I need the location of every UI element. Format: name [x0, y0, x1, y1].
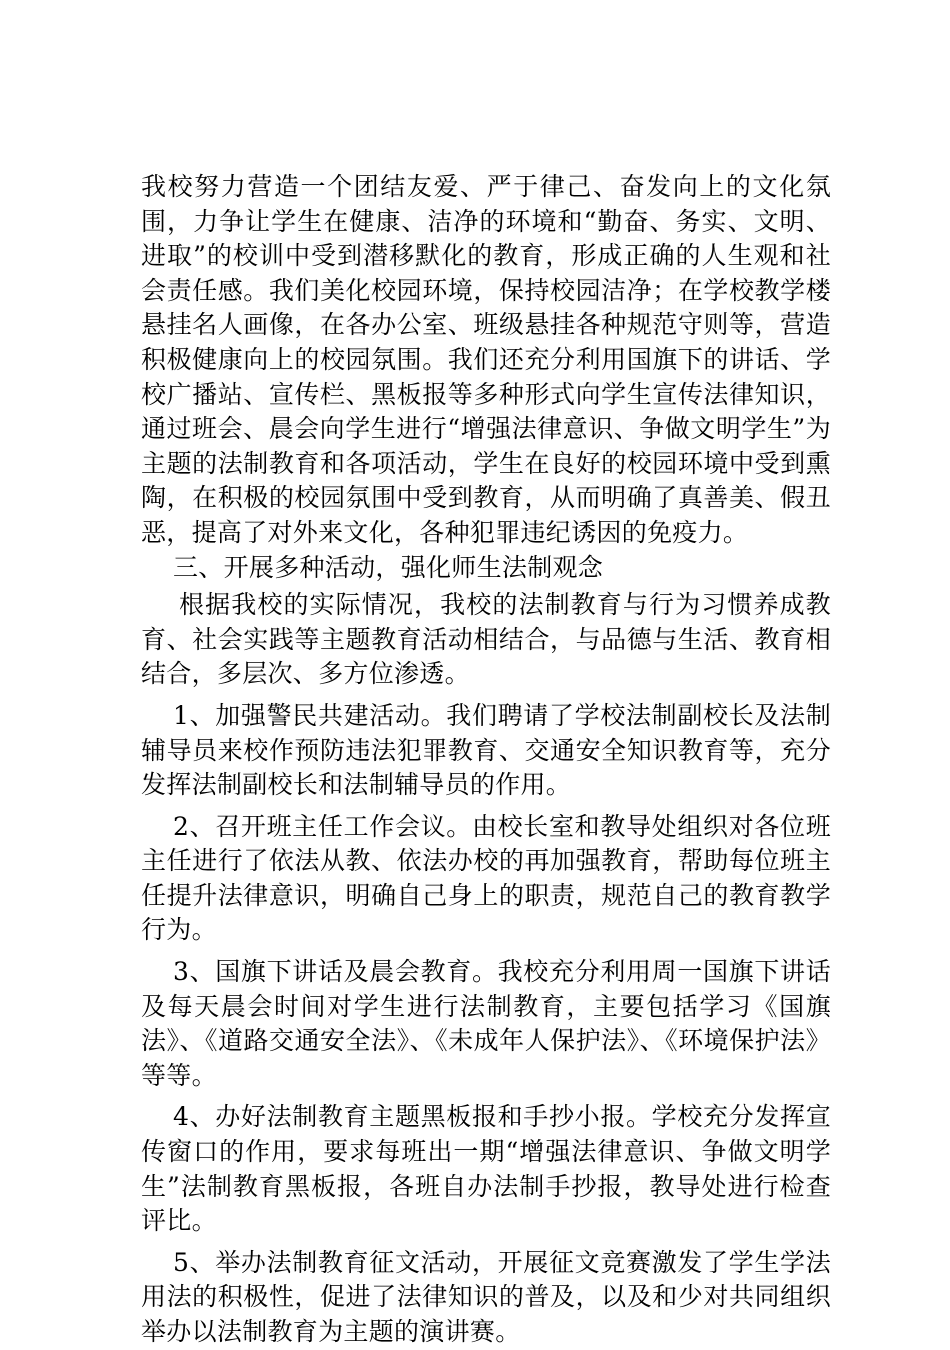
list-item-flag-speech: 3、国旗下讲话及晨会教育。我校充分利用周一国旗下讲话及每天晨会时间对学生进行法制教育，主要包括学习《国旗法》、《道路交通安全法》、《未成年人保护法》、《环境保护法》等等。 [141, 957, 831, 1090]
list-item-teacher-meeting: 2、召开班主任工作会议。由校长室和教导处组织对各位班主任进行了依法从教、依法办校的再加强教育，帮助每位班主任提升法律意识，明确自己身上的职责，规范自己的教育教学行为。 [141, 811, 831, 945]
document-body [141, 170, 831, 1350]
list-item-blackboard-newspaper: 4、办好法制教育主题黑板报和手抄小报。学校充分发挥宣传窗口的作用，要求每班出一期“增强法律意识、争做文明学生”法制教育黑板报，各班自办法制手抄报，教导处进行检查评比。 [141, 1102, 831, 1236]
list-item-police-cooperation: 1、加强警民共建活动。我们聘请了学校法制副校长及法制辅导员来校作预防违法犯罪教育、交通安全知识教育等，充分发挥法制副校长和法制辅导员的作用。 [141, 700, 831, 800]
paragraph-intro-activities: 根据我校的实际情况，我校的法制教育与行为习惯养成教育、社会实践等主题教育活动相结合，与品德与生活、教育相结合，多层次、多方位渗透。 [141, 590, 831, 689]
paragraph-campus-culture: 我校努力营造一个团结友爱、严于律己、奋发向上的文化氛围，力争让学生在健康、洁净的环境和“勤奋、务实、文明、进取”的校训中受到潜移默化的教育，形成正确的人生观和社会责任感。我们美化校园环境，保持校园洁净；在学校教学楼悬挂名人画像，在各办公室、班级悬挂各种规范守则等，营造积极健康向上的校园氛围。我们还充分利用国旗下的讲话、学校广播站、宣传栏、黑板报等多种形式向学生宣传法律知识，通过班会、晨会向学生进行“增强法律意识、争做文明学生”为主题的法制教育和各项活动，学生在良好的校园环境中受到熏陶，在积极的校园氛围中受到教育，从而明确了真善美、假丑恶，提高了对外来文化，各种犯罪违纪诱因的免疫力。 [141, 172, 831, 547]
list-item-essay-contest: 5、举办法制教育征文活动，开展征文竞赛激发了学生学法用法的积极性，促进了法律知识的普及，以及和少对共同组织举办以法制教育为主题的演讲赛。 [141, 1247, 831, 1346]
section-heading-activities: 三、开展多种活动，强化师生法制观念 [173, 552, 604, 582]
